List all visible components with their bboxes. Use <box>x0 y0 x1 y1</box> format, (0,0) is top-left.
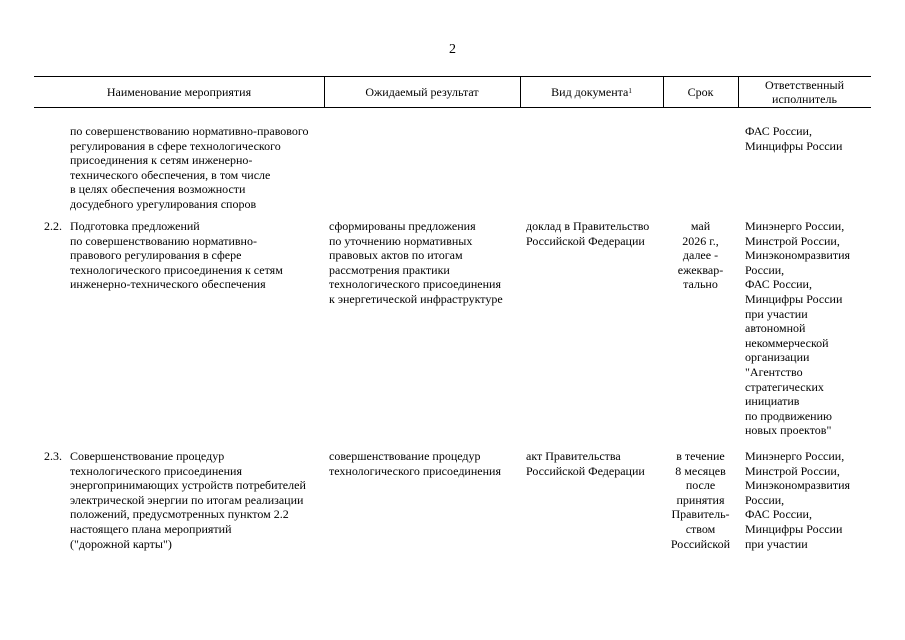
header-name: Наименование мероприятия <box>106 84 252 99</box>
row-deadline: май 2026 г., далее - ежеквар- тально <box>677 219 724 292</box>
footnote-marker: 1 <box>628 87 632 95</box>
row-doctype: доклад в Правительство Российской Федерации <box>526 219 650 248</box>
row-name: по совершенствованию нормативно-правового регулирования в сфере технологического присоединения к сетям инженерно- технического обеспечения, в том числе в целях обеспечения возможности досудебного урегулирования споров <box>70 124 309 211</box>
row-doctype: акт Правительства Российской Федерации <box>526 449 645 478</box>
header-responsible: Ответственный исполнитель <box>764 77 845 106</box>
header-doctype: Вид документа 1 <box>551 84 632 99</box>
header-result: Ожидаемый результат <box>365 84 479 99</box>
row-result: совершенствование процедур технологического присоединения <box>329 449 501 478</box>
page-number: 2 <box>449 42 456 57</box>
row-number: 2.3. <box>44 449 62 463</box>
header-bottom-rule <box>34 107 871 108</box>
row-name: Подготовка предложений по совершенствованию нормативно- правового регулирования в сфере технологического присоединения к сетям инженерно-технического обеспечения <box>70 219 283 292</box>
row-deadline: в течение 8 месяцев после принятия Правитель- ством Российской <box>670 449 731 551</box>
row-result: сформированы предложения по уточнению нормативных правовых актов по итогам рассмотрения практики технологического присоединения к энергетической инфраструктуре <box>329 219 503 306</box>
row-responsible: Минэнерго России, Минстрой России, Минэкономразвития России, ФАС России, Минцифры России при участии <box>745 449 851 551</box>
row-name: Совершенствование процедур технологического присоединения энергопринимающих устройств потребителей электрической энергии по итогам реализации положений, предусмотренных пунктом 2.2 настоящего плана мероприятий ("дорожной карты") <box>70 449 306 551</box>
row-responsible: Минэнерго России, Минстрой России, Минэкономразвития России, ФАС России, Минцифры России при участии автономной некоммерческой организации "Агентство стратегических инициатив по продвижению новых проектов" <box>745 219 851 438</box>
row-responsible: ФАС России, Минцифры России <box>745 124 843 153</box>
row-number: 2.2. <box>44 219 62 233</box>
header-deadline: Срок <box>687 84 714 99</box>
